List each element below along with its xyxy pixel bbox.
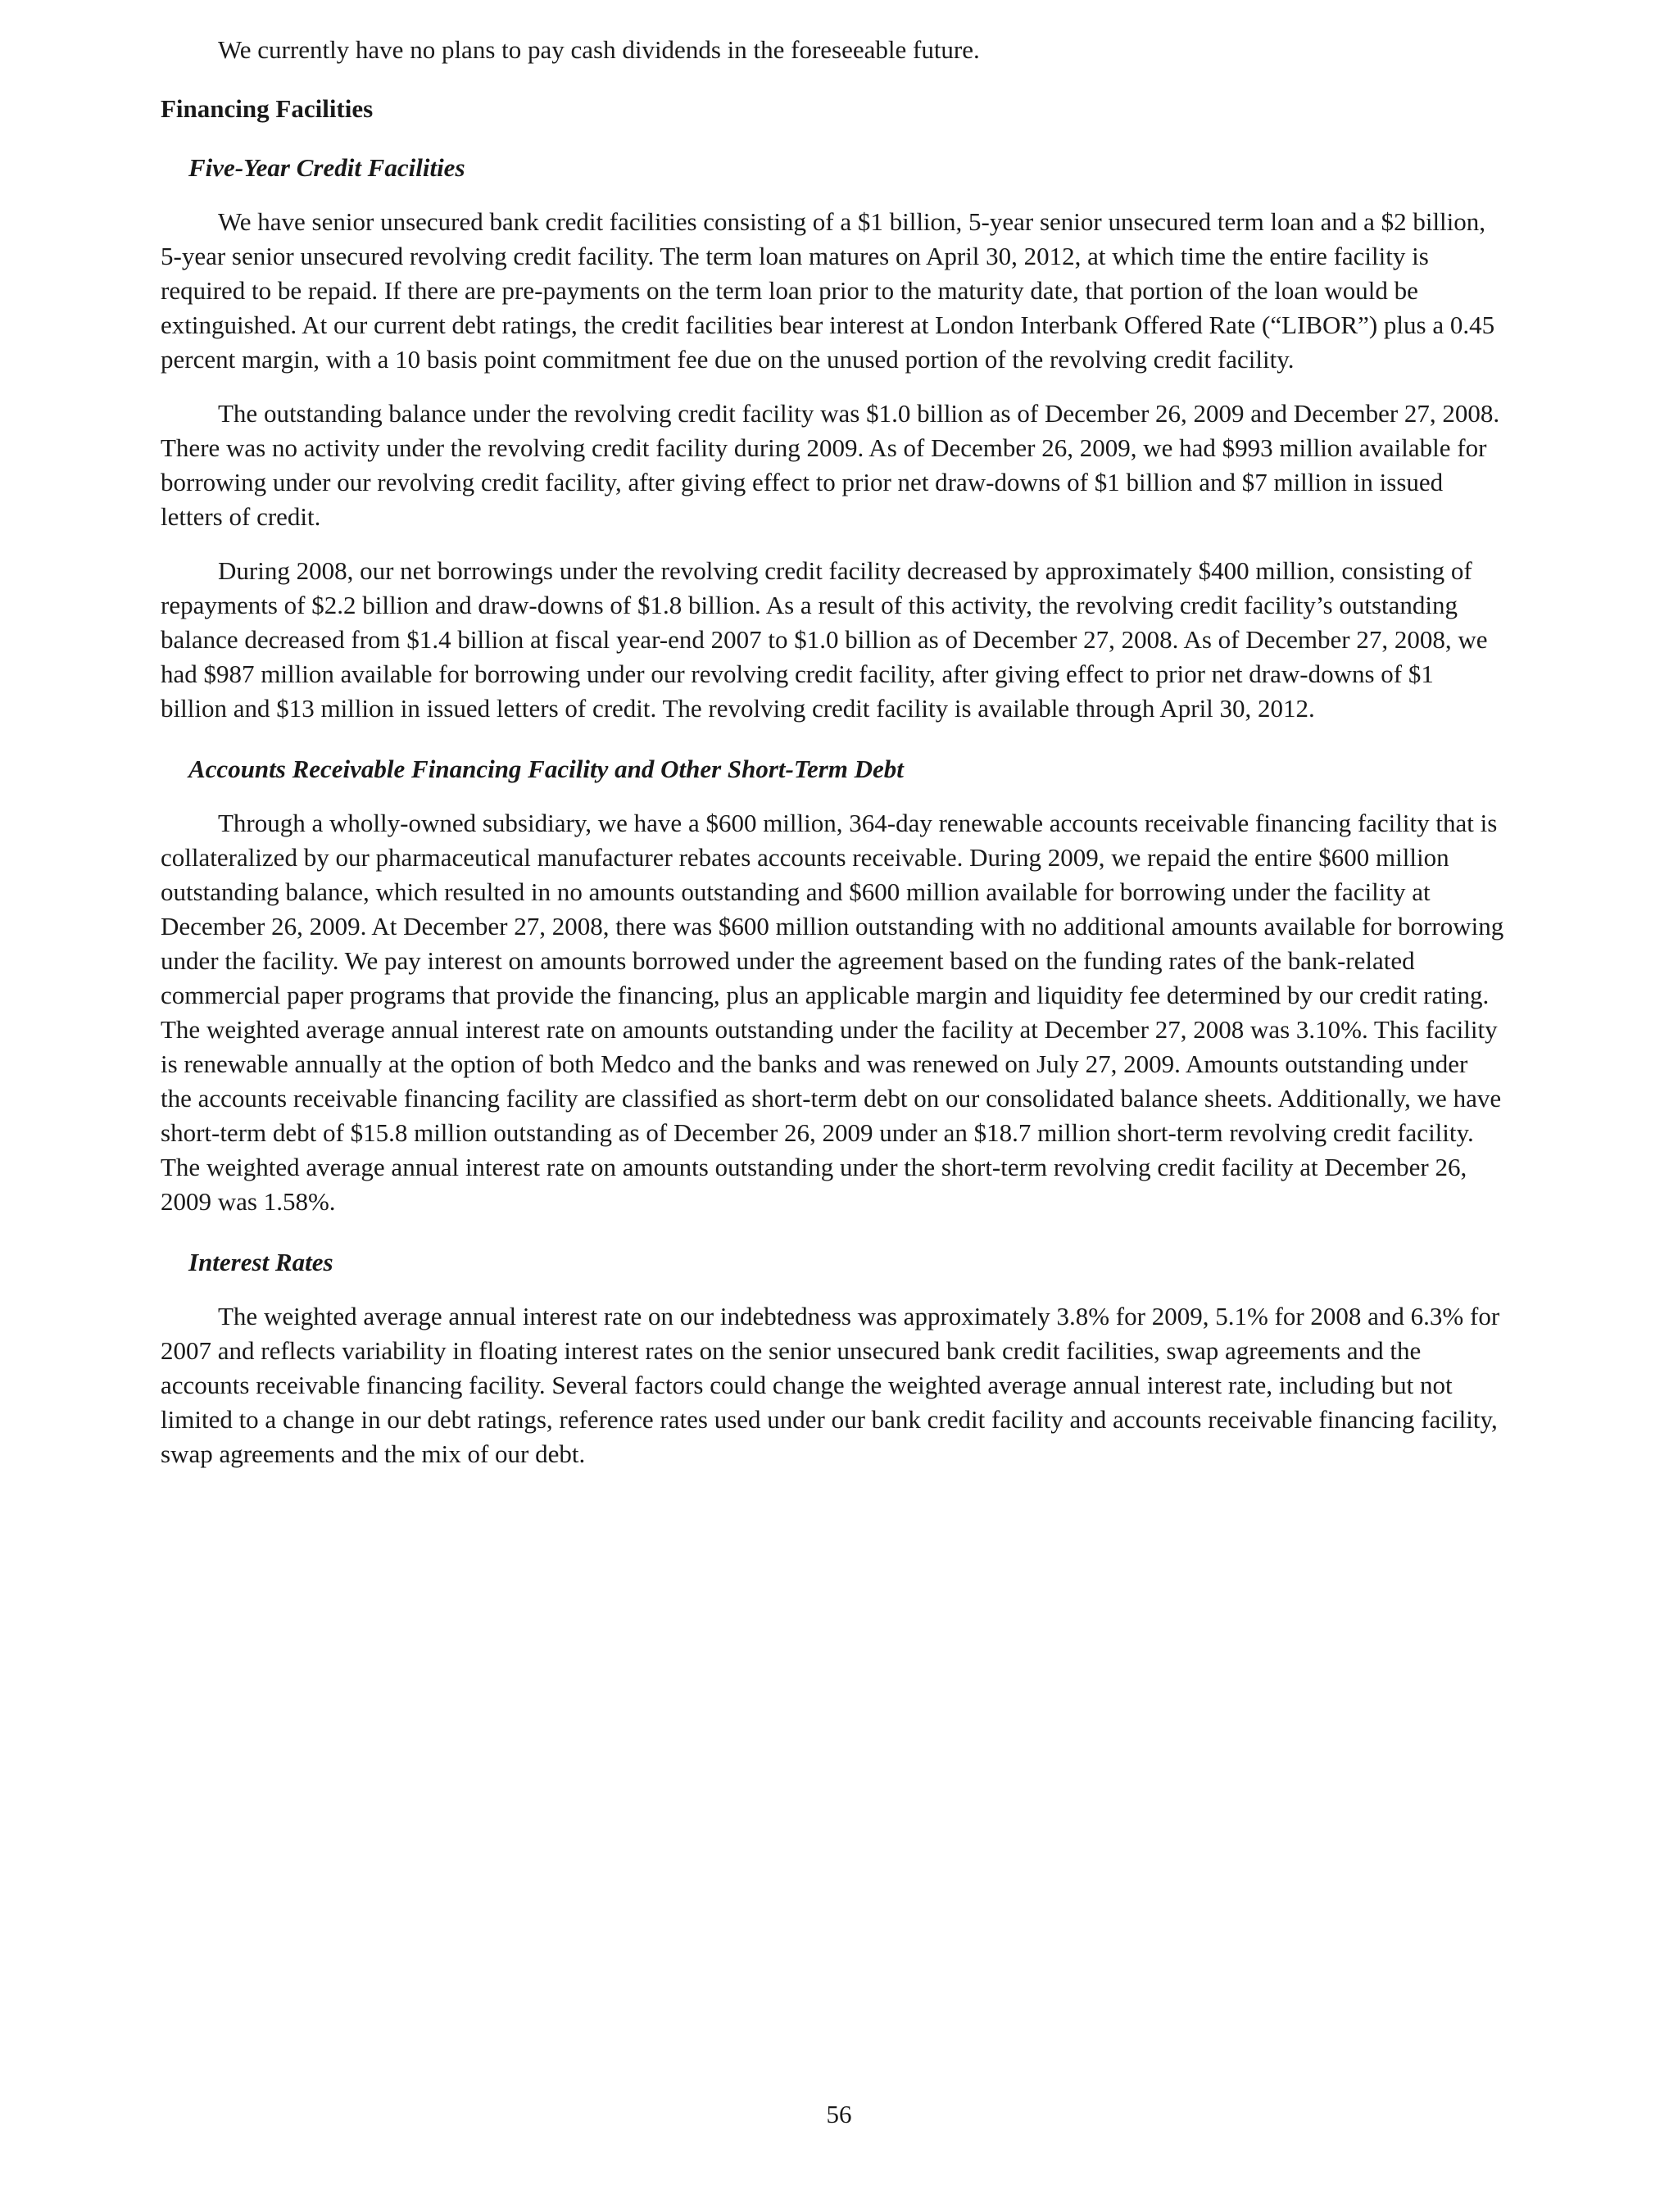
paragraph: The weighted average annual interest rate on our indebtedness was approximately 3.8% for 2009, 5.1% for 2008 and 6.3% for 2007 and reflects variability in floating interest rates on the senior unsecured bank credit facilities, swap agreements and the accounts receivable financing facility. Several factors could change the weighted average annual interest rate, including but not limited to a change in our debt ratings, reference rates used under our bank credit facility and accounts receivable financing facility, swap agreements and the mix of our debt. (161, 1302, 1500, 1468)
subsection-heading-interest: Interest Rates (188, 1248, 333, 1276)
intro-paragraph: We currently have no plans to pay cash dividends in the foreseeable future. (218, 35, 980, 64)
section-title: Financing Facilities (161, 94, 374, 123)
document-page (161, 33, 1504, 1491)
subsection-heading-receivable: Accounts Receivable Financing Facility and Other Short-Term Debt (188, 755, 904, 783)
page-number: 56 (826, 2100, 852, 2128)
paragraph: We have senior unsecured bank credit facilities consisting of a $1 billion, 5-year senior unsecured term loan and a $2 billion, 5-year senior unsecured revolving credit facility. The term loan matures on April 30, 2012, at which time the entire facility is required to be repaid. If there are pre-payments on the term loan prior to the maturity date, that portion of the loan would be extinguished. At our current debt ratings, the credit facilities bear interest at London Interbank Offered Rate (“LIBOR”) plus a 0.45 percent margin, with a 10 basis point commitment fee due on the unused portion of the revolving credit facility. (161, 207, 1495, 374)
paragraph: Through a wholly-owned subsidiary, we have a $600 million, 364-day renewable accounts receivable financing facility that is collateralized by our pharmaceutical manufacturer rebates accounts receivable. During 2009, we repaid the entire $600 million outstanding balance, which resulted in no amounts outstanding and $600 million available for borrowing under the facility at December 26, 2009. At December 27, 2008, there was $600 million outstanding with no additional amounts available for borrowing under the facility. We pay interest on amounts borrowed under the agreement based on the funding rates of the bank-related commercial paper programs that provide the financing, plus an applicable margin and liquidity fee determined by our credit rating. The weighted average annual interest rate on amounts outstanding under the facility at December 27, 2008 was 3.10%. This facility is renewable annually at the option of both Medco and the banks and was renewed on July 27, 2009. Amounts outstanding under the accounts receivable financing facility are classified as short-term debt on our consolidated balance sheets. Additionally, we have short-term debt of $15.8 million outstanding as of December 26, 2009 under an $18.7 million short-term revolving credit facility. The weighted average annual interest rate on amounts outstanding under the short-term revolving credit facility at December 26, 2009 was 1.58%. (161, 809, 1504, 1216)
paragraph: The outstanding balance under the revolving credit facility was $1.0 billion as of December 26, 2009 and December 27, 2008. There was no activity under the revolving credit facility during 2009. As of December 26, 2009, we had $993 million available for borrowing under our revolving credit facility, after giving effect to prior net draw-downs of $1 billion and $7 million in issued letters of credit. (161, 399, 1500, 531)
paragraph: During 2008, our net borrowings under the revolving credit facility decreased by approximately $400 million, consisting of repayments of $2.2 billion and draw-downs of $1.8 billion. As a result of this activity, the revolving credit facility’s outstanding balance decreased from $1.4 billion at fiscal year-end 2007 to $1.0 billion as of December 27, 2008. As of December 27, 2008, we had $987 million available for borrowing under our revolving credit facility, after giving effect to prior net draw-downs of $1 billion and $13 million in issued letters of credit. The revolving credit facility is available through April 30, 2012. (161, 556, 1488, 723)
subsection-heading-five-year: Five-Year Credit Facilities (188, 153, 465, 182)
